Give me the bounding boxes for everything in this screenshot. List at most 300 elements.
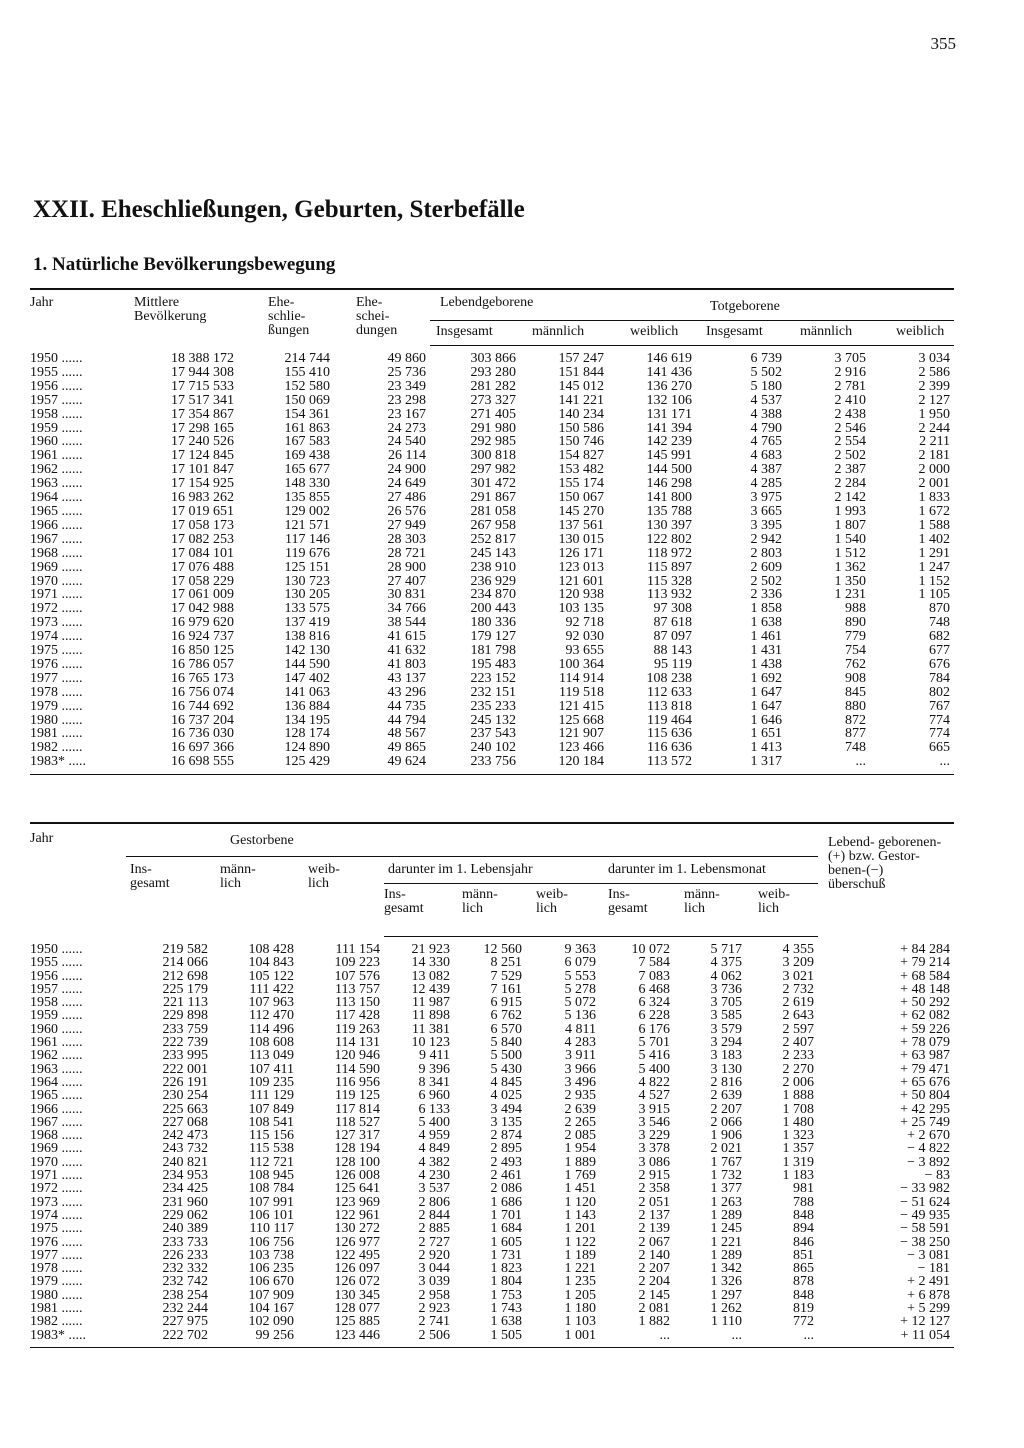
value-cell: 130 015 [558,531,604,547]
value-cell: 125 668 [558,712,604,728]
value-cell: 93 655 [565,643,604,659]
value-cell: 4 283 [564,1035,596,1051]
value-cell: 4 388 [750,406,783,422]
value-cell: 7 083 [638,968,670,984]
value-cell: + 48 148 [900,981,950,997]
value-cell: 1 954 [564,1141,596,1157]
table-row [30,1103,954,1116]
value-cell: 123 446 [298,1329,384,1348]
table-row [30,616,954,630]
deaths-table [30,822,954,1348]
value-cell: 116 636 [647,740,693,756]
table-row [30,741,954,755]
value-cell: + 12 127 [900,1314,950,1330]
value-cell: 2 816 [710,1074,742,1090]
header-lj-weiblich: weib- lich [526,884,600,937]
header-jahr: Jahr [30,823,126,937]
value-cell: 108 784 [248,1181,294,1197]
value-cell: 1 342 [710,1261,742,1277]
value-cell: 97 308 [653,601,693,617]
value-cell: 4 822 [638,1074,670,1090]
value-cell: 131 171 [646,406,693,422]
table-row [30,1262,954,1275]
value-cell: 851 [793,1247,814,1263]
value-cell: + 50 804 [900,1088,950,1104]
value-cell: − 3 892 [907,1154,950,1170]
value-cell: 4 375 [710,955,742,971]
value-cell: 1 858 [750,601,783,617]
value-cell: 115 897 [647,559,693,575]
value-cell: 119 263 [335,1021,380,1037]
value-cell: 130 345 [334,1287,380,1303]
table-row [30,1142,954,1155]
value-cell: 281 058 [470,503,516,519]
year-cell: 1964 ...... [30,490,83,506]
value-cell: 1 189 [564,1247,596,1263]
value-cell: 144 500 [646,462,693,478]
table-row [30,937,954,957]
value-cell: 234 425 [162,1181,208,1197]
value-cell: 1 362 [834,559,867,575]
value-cell: 14 330 [411,955,450,971]
value-cell: 17 154 925 [171,476,234,492]
value-cell: 2 145 [638,1287,670,1303]
table-row [30,1156,954,1169]
value-cell: 1 263 [710,1194,742,1210]
year-cell: 1968 ...... [30,1128,83,1144]
value-cell: 10 123 [411,1035,450,1051]
year-cell: 1980 ...... [30,1287,83,1303]
value-cell: 6 468 [638,981,670,997]
value-cell: 1 122 [564,1234,596,1250]
value-cell: 3 496 [564,1074,596,1090]
value-cell: 18 388 172 [171,350,234,366]
value-cell: 17 124 845 [171,448,234,464]
value-cell: 17 354 867 [171,406,234,422]
value-cell: − 49 935 [900,1207,950,1223]
value-cell: 1 152 [918,573,951,589]
value-cell: 167 583 [284,434,330,450]
value-cell: 1 180 [564,1301,596,1317]
value-cell: 150 069 [284,392,330,408]
year-cell: 1955 ...... [30,955,83,971]
value-cell: 146 619 [646,351,693,366]
value-cell: 4 790 [750,420,783,436]
header-lj-maennlich: männ- lich [454,884,526,937]
table-row [30,366,954,380]
year-cell: 1975 ...... [30,1221,83,1237]
value-cell: 2 619 [782,995,814,1011]
value-cell: + 78 079 [900,1035,950,1051]
value-cell: 5 400 [418,1114,450,1130]
value-cell: 88 143 [653,643,693,659]
year-cell: 1970 ...... [30,573,83,589]
value-cell: 7 529 [490,968,522,984]
value-cell: 130 205 [284,587,330,603]
value-cell: 1 769 [564,1168,596,1184]
value-cell: 772 [793,1314,814,1330]
value-cell: 128 194 [334,1141,380,1157]
value-cell: 872 [845,712,867,728]
value-cell: 107 576 [334,968,380,984]
value-cell: 281 282 [470,378,516,394]
value-cell: 2 051 [638,1194,670,1210]
header-totgeborene: Totgeborene [696,289,954,321]
value-cell: 30 831 [387,587,426,603]
value-cell: 2 085 [564,1128,596,1144]
value-cell: 17 298 165 [171,420,234,436]
value-cell: 128 077 [334,1301,380,1317]
value-cell: 110 117 [249,1221,294,1237]
value-cell: 119 518 [559,684,604,700]
value-cell: 3 135 [490,1114,522,1130]
value-cell: 2 727 [418,1234,450,1250]
value-cell: 17 061 009 [171,587,234,603]
value-cell: 107 909 [248,1287,294,1303]
value-cell: 7 161 [490,981,522,997]
value-cell: + 79 471 [900,1061,950,1077]
value-cell: 297 982 [470,462,516,478]
value-cell: 119 676 [285,545,330,561]
year-cell: 1976 ...... [30,656,83,672]
value-cell: 155 174 [558,476,604,492]
header-tot-weiblich: weiblich [870,321,954,346]
value-cell: 292 985 [470,434,516,450]
value-cell: 1 247 [918,559,951,575]
value-cell: + 6 878 [907,1287,950,1303]
value-cell: 5 553 [564,968,596,984]
value-cell: 2 639 [710,1088,742,1104]
value-cell: 87 618 [653,615,693,631]
value-cell: 878 [793,1274,814,1290]
value-cell: 2 895 [490,1141,522,1157]
value-cell: 6 079 [564,955,596,971]
header-gestorbene: Gestorbene [126,823,818,857]
value-cell: 2 597 [782,1021,814,1037]
year-cell: 1960 ...... [30,434,83,450]
value-cell: 5 072 [564,995,596,1011]
year-cell: 1958 ...... [30,406,83,422]
value-cell: 17 101 847 [171,462,234,478]
value-cell: 130 723 [284,573,330,589]
year-cell: 1976 ...... [30,1234,83,1250]
value-cell: 136 884 [284,698,330,714]
value-cell: 161 863 [284,420,330,436]
value-cell: 120 184 [520,755,608,774]
table-row [30,755,954,774]
value-cell: 1 103 [564,1314,596,1330]
year-cell: 1979 ...... [30,698,83,714]
value-cell: 802 [929,684,951,700]
value-cell: 1 245 [710,1221,742,1237]
value-cell: 141 436 [646,364,693,380]
value-cell: 2 067 [638,1234,670,1250]
value-cell: 24 900 [387,462,426,478]
year-cell: 1958 ...... [30,995,83,1011]
value-cell: 38 544 [387,615,426,631]
value-cell: 1 377 [710,1181,742,1197]
value-cell: 142 239 [646,434,693,450]
header-lj-insgesamt: Ins- gesamt [384,884,454,937]
value-cell: 2 399 [918,378,951,394]
value-cell: 132 106 [646,392,693,408]
value-cell: 1 732 [710,1168,742,1184]
value-cell: 1 646 [750,712,783,728]
value-cell: 115 636 [647,726,693,742]
value-cell: 221 113 [163,995,208,1011]
value-cell: 115 328 [647,573,693,589]
header-gest-insgesamt: Ins- gesamt [130,862,170,891]
value-cell: 2 410 [834,392,867,408]
value-cell: 26 576 [387,503,426,519]
value-cell: 6 228 [638,1008,670,1024]
value-cell: 1 143 [564,1207,596,1223]
value-cell: 2 806 [418,1194,450,1210]
value-cell: 128 100 [334,1154,380,1170]
value-cell: 16 697 366 [171,740,234,756]
value-cell: 223 152 [470,670,516,686]
value-cell: 4 959 [418,1128,450,1144]
table-row [30,477,954,491]
value-cell: 1 323 [782,1128,814,1144]
value-cell: 27 486 [387,490,426,506]
value-cell: 145 012 [558,378,604,394]
header-lm-weiblich: weib- lich [746,884,818,937]
table-row [30,686,954,700]
header-lebend-weiblich: weiblich [608,321,696,346]
table-row [30,1063,954,1076]
table-row [30,1249,954,1262]
year-cell: 1979 ...... [30,1274,83,1290]
header-ehescheidungen: Ehe- schei- dungen [334,289,430,346]
value-cell: 2 127 [918,392,951,408]
value-cell: 28 900 [387,559,426,575]
value-cell: 17 076 488 [171,559,234,575]
value-cell: 2 942 [750,531,783,547]
value-cell: 2 920 [418,1247,450,1263]
value-cell: 3 915 [638,1101,670,1117]
value-cell: 104 843 [248,955,294,971]
year-cell: 1982 ...... [30,740,83,756]
value-cell: 16 736 030 [171,726,234,742]
value-cell: 1 882 [638,1314,670,1330]
value-cell: 6 570 [490,1021,522,1037]
value-cell: 5 701 [638,1035,670,1051]
year-cell: 1969 ...... [30,559,83,575]
value-cell: 112 470 [249,1008,294,1024]
value-cell: 133 575 [284,601,330,617]
value-cell: 2 211 [919,434,951,450]
value-cell: 109 223 [334,955,380,971]
year-cell: 1956 ...... [30,968,83,984]
value-cell: 291 867 [470,490,516,506]
value-cell: 87 097 [653,629,693,645]
value-cell: 16 737 204 [171,712,234,728]
value-cell: 232 244 [162,1301,208,1317]
value-cell: 41 615 [387,629,426,645]
value-cell: 141 394 [646,420,693,436]
value-cell: 21 923 [411,942,450,957]
value-cell: 17 517 341 [171,392,234,408]
value-cell: ... [746,1329,818,1348]
value-cell: + 63 987 [900,1048,950,1064]
table-row [30,1302,954,1315]
table-row [30,463,954,477]
table-row [30,644,954,658]
value-cell: 119 464 [647,712,693,728]
value-cell: 233 733 [162,1234,208,1250]
value-cell: 126 171 [558,545,604,561]
value-cell: 16 983 262 [171,490,234,506]
value-cell: 130 397 [646,517,693,533]
value-cell: 303 866 [470,351,516,366]
value-cell: 4 382 [418,1154,450,1170]
value-cell: 41 632 [387,643,426,659]
value-cell: 165 677 [284,462,330,478]
value-cell: 147 402 [284,670,330,686]
value-cell: 1 480 [782,1114,814,1130]
value-cell: 2 438 [834,406,867,422]
value-cell: 2 643 [782,1008,814,1024]
value-cell: 2 181 [918,448,951,464]
year-cell: 1968 ...... [30,545,83,561]
value-cell: 3 209 [782,955,814,971]
value-cell: 1 708 [782,1101,814,1117]
value-cell: 222 739 [162,1035,208,1051]
value-cell: + 11 054 [818,1329,954,1348]
value-cell: 233 756 [430,755,520,774]
value-cell: 848 [793,1207,814,1223]
value-cell: + 59 226 [900,1021,950,1037]
value-cell: 4 683 [750,448,783,464]
value-cell: 106 670 [248,1274,294,1290]
value-cell: 1 651 [750,726,783,742]
value-cell: 3 021 [782,968,814,984]
value-cell: 181 798 [470,643,516,659]
value-cell: 107 991 [248,1194,294,1210]
table-row [30,1023,954,1036]
value-cell: 179 127 [470,629,516,645]
value-cell: 229 898 [162,1008,208,1024]
value-cell: 3 378 [638,1141,670,1157]
value-cell: 24 273 [387,420,426,436]
value-cell: 2 001 [918,476,951,492]
value-cell: 233 759 [162,1021,208,1037]
value-cell: 6 960 [418,1088,450,1104]
value-cell: + 79 214 [900,955,950,971]
table-row [30,996,954,1009]
table-row [30,561,954,575]
value-cell: 2 284 [834,476,867,492]
value-cell: 7 584 [638,955,670,971]
value-cell: 214 744 [284,350,330,366]
value-cell: 870 [929,601,951,617]
value-cell: + 68 584 [900,968,950,984]
value-cell: 2 874 [490,1128,522,1144]
value-cell: 748 [845,740,867,756]
value-cell: 788 [793,1194,814,1210]
value-cell: 1 231 [834,587,867,603]
value-cell: 2 885 [418,1221,450,1237]
value-cell: 24 649 [387,476,426,492]
value-cell: 2 142 [834,490,867,506]
value-cell: 2 207 [638,1261,670,1277]
value-cell: 3 039 [418,1274,450,1290]
value-cell: 1 221 [710,1234,742,1250]
value-cell: 107 849 [248,1101,294,1117]
value-cell: 25 736 [387,364,426,380]
value-cell: 17 082 253 [171,531,234,547]
value-cell: 1 753 [490,1287,522,1303]
value-cell: 219 582 [162,941,208,957]
value-cell: 225 179 [162,981,208,997]
value-cell: 2 916 [834,364,867,380]
year-cell: 1962 ...... [30,1048,83,1064]
year-cell: 1982 ...... [30,1314,83,1330]
value-cell: + 2 670 [907,1128,950,1144]
header-lm-insgesamt: Ins- gesamt [600,884,674,937]
value-cell: 1 120 [564,1194,596,1210]
value-cell: 1 512 [834,545,867,561]
value-cell: + 50 292 [900,995,950,1011]
value-cell: 774 [929,712,951,728]
value-cell: 848 [793,1287,814,1303]
value-cell: 1 402 [918,531,951,547]
value-cell: 3 736 [710,981,742,997]
value-cell: 2 139 [638,1221,670,1237]
value-cell: − 38 250 [900,1234,950,1250]
value-cell: 17 944 308 [171,364,234,380]
value-cell: 127 317 [334,1128,380,1144]
value-cell: 106 756 [248,1234,294,1250]
value-cell: 242 473 [162,1128,208,1144]
value-cell: 3 579 [710,1021,742,1037]
value-cell: 234 870 [470,587,516,603]
table-row [30,672,954,686]
value-cell: 130 272 [334,1221,380,1237]
table-row [30,1329,954,1348]
year-cell: 1955 ...... [30,364,83,380]
value-cell: 3 130 [710,1061,742,1077]
value-cell: 291 980 [470,420,516,436]
value-cell: 6 176 [638,1021,670,1037]
value-cell: 9 363 [564,942,596,957]
value-cell: 4 025 [490,1088,522,1104]
value-cell: − 51 624 [900,1194,950,1210]
value-cell: + 5 299 [907,1301,950,1317]
table-row [30,658,954,672]
year-cell: 1971 ...... [30,587,83,603]
year-cell: 1962 ...... [30,462,83,478]
year-cell: 1970 ...... [30,1154,83,1170]
value-cell: 125 151 [284,559,330,575]
year-cell: 1960 ...... [30,1021,83,1037]
value-cell: 1 235 [564,1274,596,1290]
value-cell: 2 204 [638,1274,670,1290]
value-cell: 6 739 [750,351,783,366]
value-cell: 111 422 [249,981,294,997]
value-cell: 2 137 [638,1207,670,1223]
value-cell: 117 428 [335,1008,380,1024]
value-cell: 273 327 [470,392,516,408]
value-cell: 2 336 [750,587,783,603]
value-cell: 17 084 101 [171,545,234,561]
value-cell: 240 102 [470,740,516,756]
value-cell: 1 993 [834,503,867,519]
value-cell: 2 006 [782,1074,814,1090]
value-cell: 111 154 [335,941,380,957]
table-row [30,956,954,969]
